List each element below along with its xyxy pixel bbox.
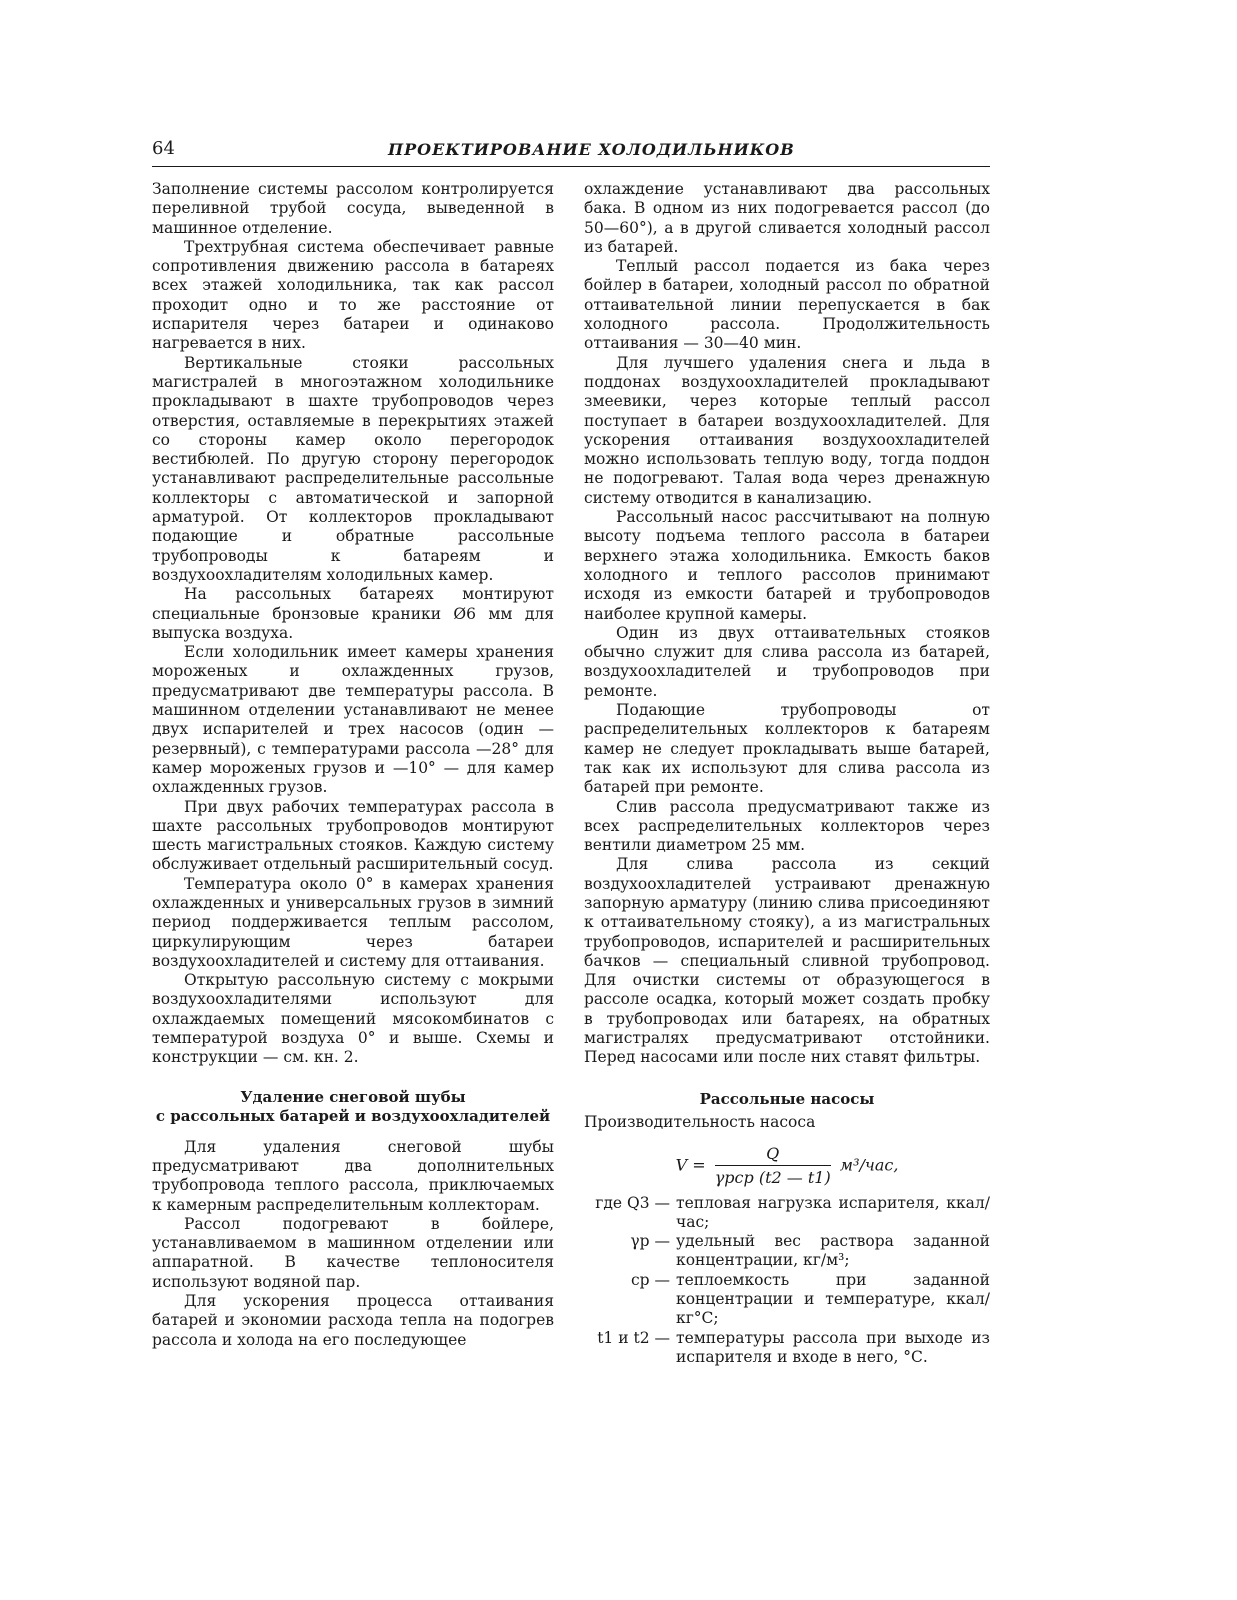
page-number: 64 xyxy=(152,138,175,159)
paragraph: Подающие трубопроводы от распределительных коллекторов к батареям камер не следует прокладывать выше батарей, так как их используют для слива рассола из батарей при ремонте. xyxy=(584,701,990,797)
section-heading: с рассольных батарей и воздухоохладителей xyxy=(155,1106,551,1125)
definition-text: удельный вес раствора заданной концентрации, кг/м³; xyxy=(676,1232,990,1270)
paragraph: Для слива рассола из секций воздухоохладителей устраивают дренажную запорную арматуру (линию слива присоединяют к оттаивательному стояку), а из магистральных трубопроводов, испарителей и расширительных бачков — специальный сливной трубопровод. Для очистки системы от образующегося в рассоле осадка, который может создать пробку в трубопроводах или батареях, на обратных магистралях предусматривают отстойники. Перед насосами или после них ставят фильтры. xyxy=(584,855,990,1067)
paragraph: Для лучшего удаления снега и льда в поддонах воздухоохладителей прокладывают змеевики, через которые теплый рассол поступает в батареи воздухоохладителей. Для ускорения оттаивания воздухоохладителей можно использовать теплую воду, тогда поддон не подогревают. Талая вода через дренажную систему отводится в канализацию. xyxy=(584,353,990,507)
right-column xyxy=(584,180,990,1367)
paragraph: Заполнение системы рассолом контролируется переливной трубой сосуда, выведенной в машинное отделение. xyxy=(152,180,554,237)
header-rule xyxy=(152,166,990,167)
paragraph: При двух рабочих температурах рассола в шахте рассольных трубопроводов монтируют шесть магистральных стояков. Каждую систему обслуживает отдельный расширительный сосуд. xyxy=(152,797,554,874)
paragraph: Трехтрубная система обеспечивает равные сопротивления движению рассола в батареях всех этажей холодильника, так как рассол проходит одно и то же расстояние от испарителя через батареи и одинаково нагревается в них. xyxy=(152,237,554,353)
paragraph: Рассольный насос рассчитывают на полную высоту подъема теплого рассола в батареи верхнего этажа холодильника. Емкость баков холодного и теплого рассолов принимают исходя из емкости батарей и трубопроводов наиболее крупной камеры. xyxy=(584,508,990,623)
paragraph: Вертикальные стояки рассольных магистралей в многоэтажном холодильнике прокладывают в шахте трубопроводов через отверстия, оставляемые в перекрытиях этажей со стороны камер около перегородок вестибюлей. По другую сторону перегородок устанавливают распределительные рассольные коллекторы с автоматической и запорной арматурой. От коллекторов прокладывают подающие и обратные рассольные трубопроводы к батареям и воздухоохладителям холодильных камер. xyxy=(152,353,554,584)
paragraph: Рассол подогревают в бойлере, устанавливаемом в машинном отделении или аппаратной. В качестве теплоносителя используют водяной пар. xyxy=(152,1214,554,1291)
paragraph: На рассольных батареях монтируют специальные бронзовые краники Ø6 мм для выпуска воздуха. xyxy=(152,585,554,642)
paragraph: Для ускорения процесса оттаивания батарей и экономии расхода тепла на подогрев рассола и холода на его последующее xyxy=(152,1292,554,1349)
paragraph: Слив рассола предусматривают также из всех распределительных коллекторов через вентили диаметром 25 мм. xyxy=(584,797,990,855)
section-heading: Удаление снеговой шубы xyxy=(240,1087,466,1106)
definition-text: тепловая нагрузка испарителя, ккал/час; xyxy=(676,1193,990,1231)
formula-fraction xyxy=(715,1144,831,1188)
definition-row xyxy=(584,1194,990,1233)
formula-numerator: Q xyxy=(715,1144,831,1166)
definition-text: температуры рассола при выходе из испарителя и входе в него, °С. xyxy=(676,1328,990,1366)
definition-symbol: где Q3 — xyxy=(595,1193,670,1212)
paragraph: Теплый рассол подается из бака через бойлер в батареи, холодный рассол по обратной оттаивательной линии перепускается в бак холодного рассола. Продолжительность оттаивания — 30—40 мин. xyxy=(584,257,990,353)
definition-row xyxy=(584,1232,990,1271)
definition-row xyxy=(584,1329,990,1368)
left-column xyxy=(152,180,554,1350)
paragraph: Открытую рассольную систему с мокрыми воздухоохладителями используют для охлаждаемых помещений мясокомбинатов с температурой воздуха 0° и выше. Схемы и конструкции — см. кн. 2. xyxy=(152,971,554,1067)
formula-units: м³/час, xyxy=(839,1155,899,1175)
running-title: ПРОЕКТИРОВАНИЕ ХОЛОДИЛЬНИКОВ xyxy=(388,140,795,159)
formula-lhs: V = xyxy=(675,1155,706,1175)
definition-symbol: cp — xyxy=(630,1270,670,1289)
page-header xyxy=(152,138,990,168)
paragraph: Температура около 0° в камерах хранения охлажденных и универсальных грузов в зимний период поддерживается теплым рассолом, циркулирующим через батареи воздухоохладителей и систему для оттаивания. xyxy=(152,874,554,970)
formula-intro: Производительность насоса xyxy=(584,1112,816,1131)
pump-capacity-formula xyxy=(584,1144,990,1188)
section-heading: Рассольные насосы xyxy=(699,1089,875,1108)
definition-symbol: γp — xyxy=(630,1232,670,1251)
definition-text: теплоемкость при заданной концентрации и температуре, ккал/кг°С; xyxy=(676,1270,990,1328)
definition-row xyxy=(584,1271,990,1329)
paragraph: Один из двух оттаивательных стояков обычно служит для слива рассола из батарей, воздухоохладителей и трубопроводов при ремонте. xyxy=(584,623,990,700)
paragraph: Если холодильник имеет камеры хранения мороженых и охлажденных грузов, предусматривают две температуры рассола. В машинном отделении устанавливают не менее двух испарителей и трех насосов (один — резервный), с температурами рассола —28° для камер мороженых грузов и —10° — для камер охлажденных грузов. xyxy=(152,643,554,797)
formula-denominator: γpcp (t2 — t1) xyxy=(714,1168,831,1188)
paragraph: Для удаления снеговой шубы предусматривают два дополнительных трубопровода теплого рассола, приключаемых к камерным распределительным коллекторам. xyxy=(152,1137,554,1214)
paragraph: охлаждение устанавливают два рассольных бака. В одном из них подогревается рассол (до 50—60°), а в другой сливается холодный рассол из батарей. xyxy=(584,180,990,256)
definition-symbol: t1 и t2 — xyxy=(597,1328,670,1347)
